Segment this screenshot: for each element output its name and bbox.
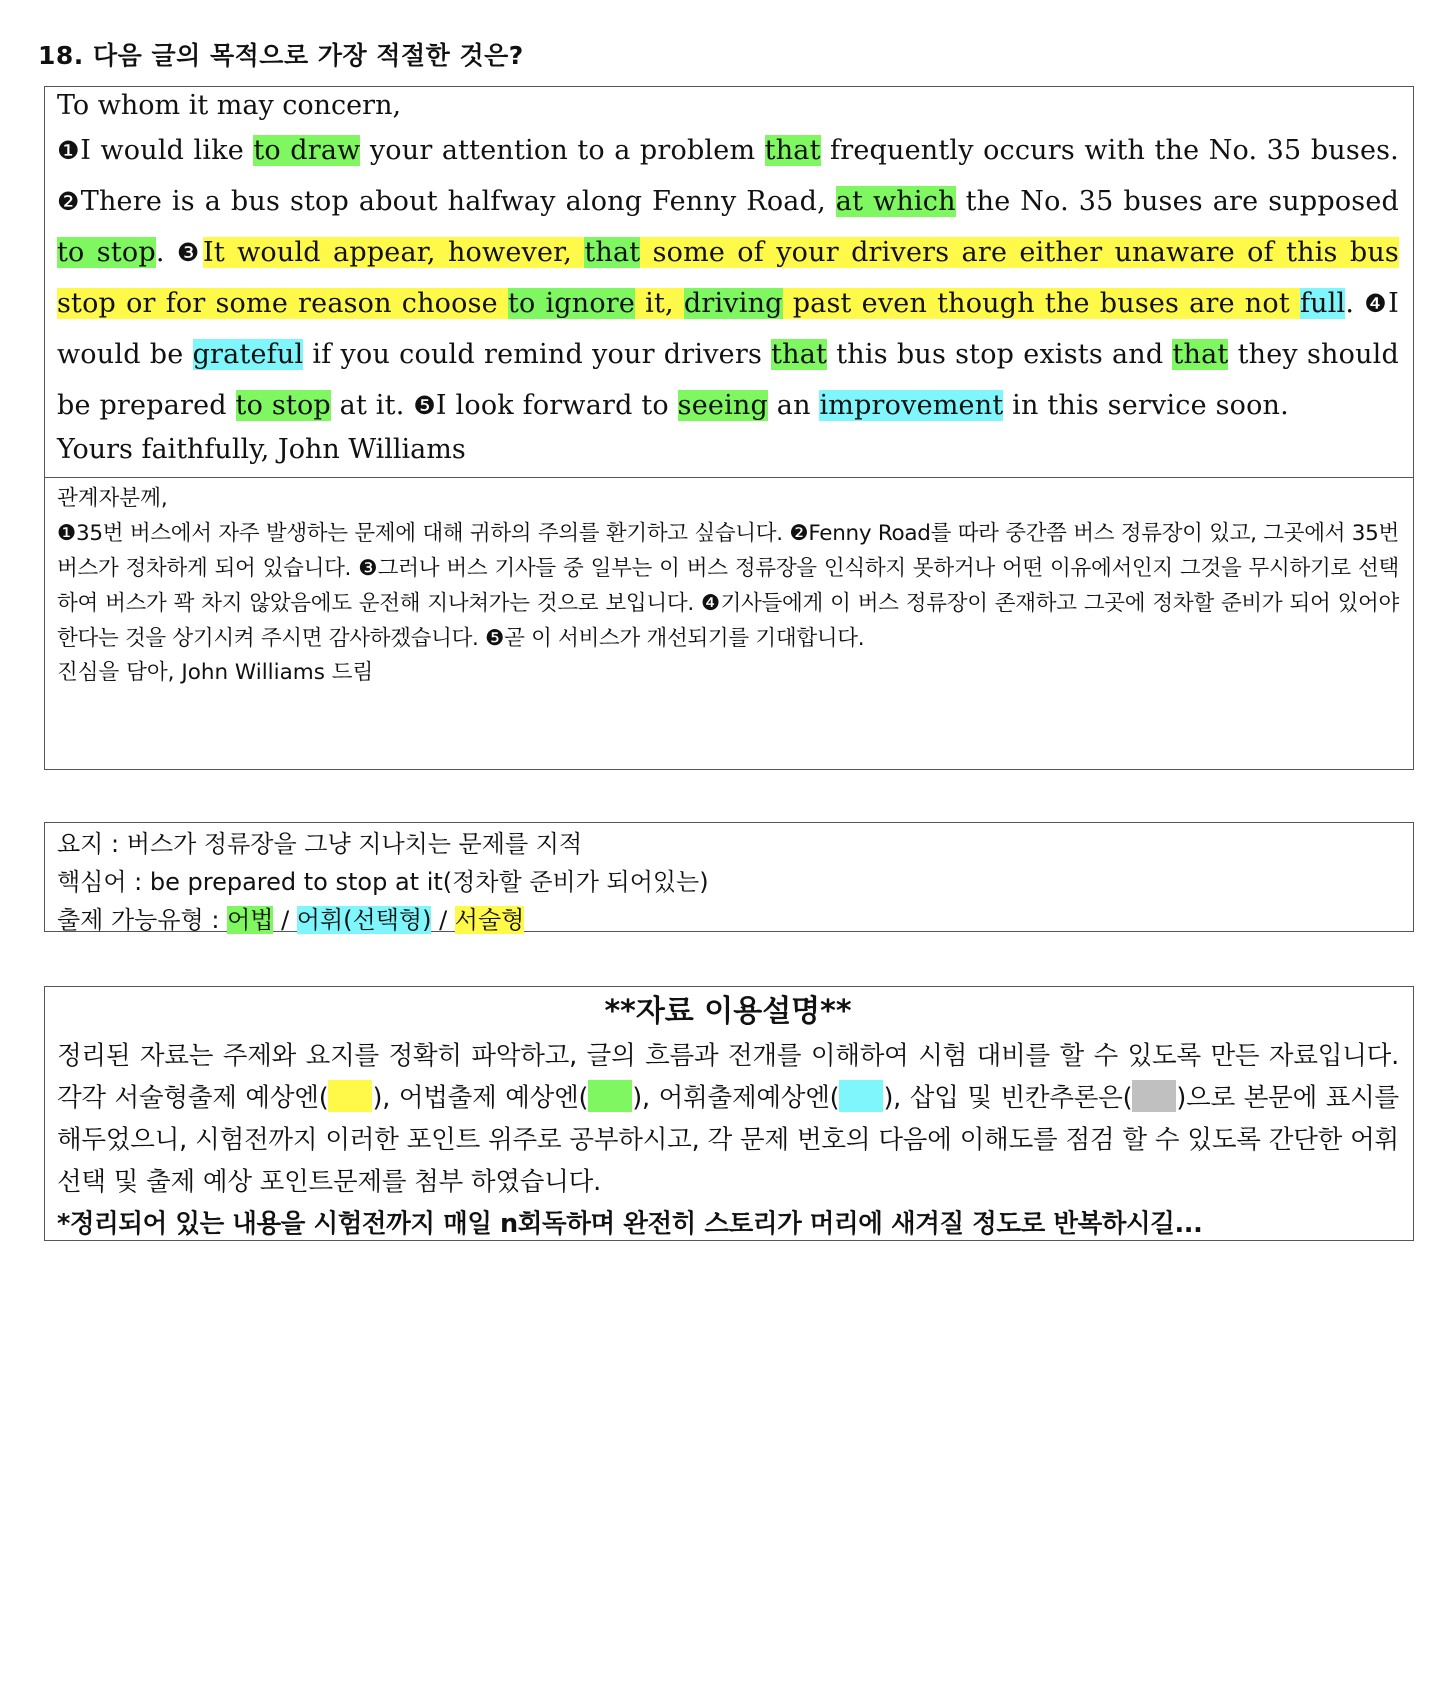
sentence-2-text: the No. 35 buses are supposed — [955, 186, 1400, 217]
sentence-5-text: in this service soon. — [1003, 390, 1289, 421]
sentence-5-text: an — [767, 390, 820, 421]
gist-line: 요지 : 버스가 정류장을 그냥 지나치는 문제를 지적 — [57, 830, 583, 858]
keyword-line: 핵심어 : be prepared to stop at it(정차할 준비가 되어있는) — [57, 868, 709, 896]
grammar-highlight: to ignore — [507, 288, 636, 319]
insertion-color-swatch — [1132, 1080, 1176, 1112]
guide-text-part: ), 어휘출제예상엔( — [632, 1083, 840, 1113]
writing-highlight — [57, 237, 1399, 319]
vocab-highlight: improvement — [819, 390, 1004, 421]
sentence-1-text: your attention to a problem — [360, 135, 765, 166]
sentence-number-4: ❹ — [1364, 289, 1389, 318]
type-grammar-badge: 어법 — [227, 906, 274, 934]
type-separator: / — [431, 906, 455, 934]
grammar-highlight: that — [771, 339, 828, 370]
vocab-highlight: full — [1299, 288, 1346, 319]
guide-text-part: ), 어법출제 예상엔( — [372, 1083, 589, 1113]
guide-text-part: 정리된 자료는 주제와 요지를 정확히 파악하고, 글의 흐름과 전개를 이해하여 시험 대비를 할 수 있도록 만든 자료입니다. 각각 서술형출제 예상엔( — [57, 1041, 1399, 1113]
type-vocab-badge: 어휘(선택형) — [296, 906, 432, 934]
type-writing-badge: 서술형 — [454, 906, 525, 934]
vocab-highlight: grateful — [192, 339, 304, 370]
type-separator: / — [273, 906, 297, 934]
grammar-highlight: to draw — [253, 135, 361, 166]
korean-translation — [45, 477, 1413, 690]
grammar-highlight: that — [764, 135, 821, 166]
sentence-1-text: frequently occurs with the No. 35 buses. — [820, 135, 1399, 166]
summary-box — [44, 822, 1414, 932]
guide-text-part: )으로 본문에 표시를 해두었으니, 시험전까지 이러한 포인트 위주로 공부하시고, 각 문제 번호의 다음에 이해도를 점검 할 수 있도록 간단한 어휘선택 및 출제 예상 포인트문제를 첨부 하였습니다. — [57, 1083, 1399, 1197]
grammar-highlight: driving — [683, 288, 783, 319]
guide-note: *정리되어 있는 내용을 시험전까지 매일 n회독하며 완전히 스토리가 머리에 새겨질 정도로 반복하시길... — [57, 1209, 1203, 1239]
grammar-color-swatch — [588, 1080, 632, 1112]
sentence-3-text: it, — [635, 288, 684, 319]
english-passage — [45, 87, 1413, 477]
grammar-highlight: to stop — [235, 390, 331, 421]
guide-text-part: ), 삽입 및 빈칸추론은( — [883, 1083, 1133, 1113]
sentence-3-text: some of your drivers are either unaware of this bus stop or for some reason choose — [57, 237, 1399, 319]
question-title: 18. 다음 글의 목적으로 가장 적절한 것은? — [38, 41, 524, 70]
grammar-highlight: that — [1172, 339, 1229, 370]
sentence-2-text: . — [155, 237, 177, 268]
sentence-3-text: It would appear, however, — [202, 237, 585, 268]
sentence-3-text: . — [1345, 288, 1365, 319]
grammar-highlight: to stop — [57, 237, 156, 268]
sentence-4-text: they should be prepared — [57, 339, 1399, 421]
sentence-number-2: ❷ — [57, 187, 81, 216]
signoff: Yours faithfully, John Williams — [57, 434, 466, 465]
sentence-number-5: ❺ — [413, 391, 436, 420]
question-types-line — [57, 901, 1401, 939]
guide-title: **자료 이용설명** — [604, 994, 852, 1029]
grammar-highlight: at which — [835, 186, 956, 217]
sentence-4-text: this bus stop exists and — [827, 339, 1173, 370]
translation-signoff: 진심을 담아, John Williams 드림 — [57, 660, 374, 685]
passage-box — [44, 86, 1414, 770]
vocab-color-swatch — [839, 1080, 883, 1112]
types-label: 출제 가능유형 : — [57, 906, 228, 934]
sentence-number-1: ❶ — [57, 136, 81, 165]
salutation: To whom it may concern, — [57, 90, 402, 121]
sentence-5-text: I look forward to — [435, 390, 678, 421]
usage-guide-box — [44, 986, 1414, 1241]
writing-color-swatch — [328, 1080, 372, 1112]
sentence-4-text: at it. — [330, 390, 414, 421]
grammar-highlight: that — [584, 237, 641, 268]
sentence-number-3: ❸ — [176, 238, 203, 267]
guide-text — [57, 1035, 1399, 1203]
passage-body — [57, 125, 1399, 431]
sentence-4-text: if you could remind your drivers — [303, 339, 772, 370]
sentence-1-text: I would like — [80, 135, 254, 166]
sentence-4-text: I would be — [57, 288, 1399, 370]
translation-body: ❶35번 버스에서 자주 발생하는 문제에 대해 귀하의 주의를 환기하고 싶습니다. ❷Fenny Road를 따라 중간쯤 버스 정류장이 있고, 그곳에서 35번 버스가 정차하게 되어 있습니다. ❸그러나 버스 기사들 중 일부는 이 버스 정류장을 인식하지 못하거나 어떤 이유에서인지 그것을 무시하기로 선택하여 버스가 꽉 차지 않았음에도 운전해 지나쳐가는 것으로 보입니다. ❹기사들에게 이 버스 정류장이 존재하고 그곳에 정차할 준비가 되어 있어야 한다는 것을 상기시켜 주시면 감사하겠습니다. ❺곧 이 서비스가 개선되기를 기대합니다. — [57, 521, 1399, 651]
translation-salutation: 관계자분께, — [57, 486, 168, 511]
grammar-highlight: seeing — [677, 390, 768, 421]
sentence-2-text: There is a bus stop about halfway along Fenny Road, — [80, 186, 836, 217]
sentence-3-text: past even though the buses are not — [782, 288, 1300, 319]
